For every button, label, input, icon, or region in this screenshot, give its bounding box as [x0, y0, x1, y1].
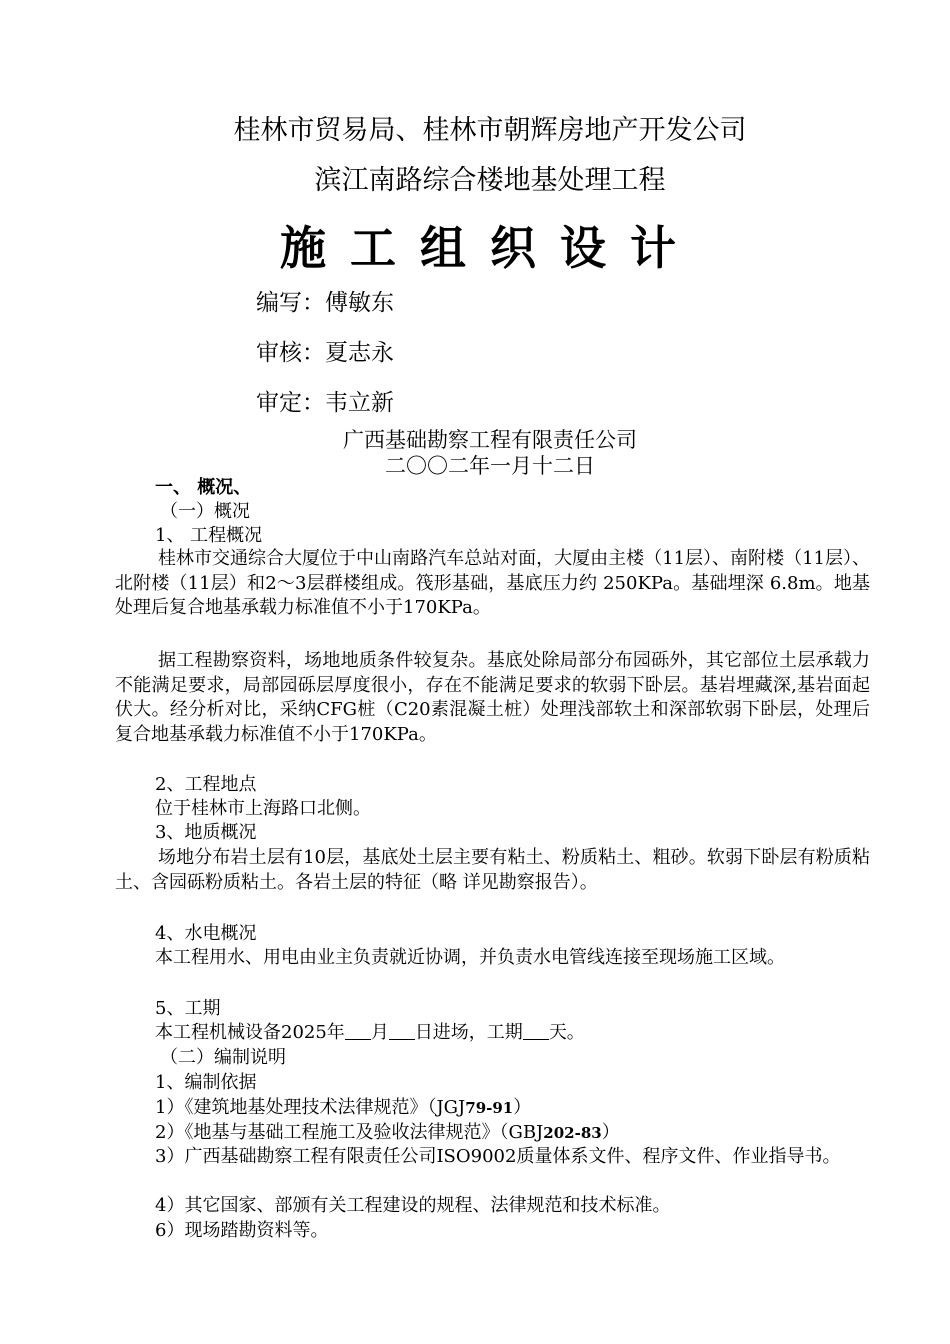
schedule-text: 本工程机械设备2025年 月 日进场，工期 天。: [155, 1022, 585, 1043]
item-location-title: 2、工程地点: [155, 774, 257, 795]
writer-line: 编写：傅敏东: [256, 290, 394, 316]
location-text: 位于桂林市上海路口北侧。: [155, 798, 371, 819]
reviewer-line: 审核：夏志永: [256, 340, 394, 366]
item-geology-title: 3、地质概况: [155, 822, 257, 843]
project-overview-paragraph: 桂林市交通综合大厦位于中山南路汽车总站对面，大厦由主楼（11层）、南附楼（11层）、北附楼（11层）和2～3层群楼组成。筏形基础，基底压力约 250KPa。基础埋深 6.8m。地基处理后复合地基承载力标准值不小于170KPa。: [115, 548, 870, 618]
basis-item-4: 4）其它国家、部颁有关工程建设的规程、法律规范和技术标准。: [155, 1195, 671, 1216]
company-name: 广西基础勘察工程有限责任公司: [343, 428, 637, 452]
blank-duration: [523, 1023, 549, 1040]
project-title: 滨江南路综合楼地基处理工程: [314, 165, 666, 196]
item-project-overview-title: 1、 工程概况: [155, 525, 263, 546]
survey-paragraph: 据工程勘察资料，场地地质条件较复杂。基底处除局部分布园砾外，其它部位土层承载力不能满足要求，局部园砾层厚度很小，存在不能满足要求的软弱下卧层。基岩埋藏深,基岩面起伏大。经分析对比，采纳CFG桩（C20素混凝土桩）处理浅部软土和深部软弱下卧层，处理后复合地基承载力标准值不小于170KPa。: [115, 650, 870, 745]
basis-item-3: 3）广西基础勘察工程有限责任公司ISO9002质量体系文件、程序文件、作业指导书。: [155, 1146, 841, 1167]
item-schedule-title: 5、工期: [155, 998, 221, 1019]
basis-item-1: 1）《建筑地基处理技术法律规范》（JGJ79-91）: [155, 1097, 532, 1118]
geology-paragraph: 场地分布岩土层有10层，基底处土层主要有粘土、粉质粘土、粗砂。软弱下卧层有粉质粘土、含园砾粉质粘土。各岩土层的特征（略 详见勘察报告）。: [115, 847, 870, 893]
utilities-paragraph: 本工程用水、用电由业主负责就近协调，并负责水电管线连接至现场施工区域。: [155, 947, 785, 968]
document-main-title: 施工组织设计: [280, 221, 700, 275]
subsection-overview: （一）概况: [160, 501, 250, 522]
blank-month: [345, 1023, 371, 1040]
basis-item-5: 6）现场踏勘资料等。: [155, 1220, 329, 1241]
blank-day: [389, 1023, 415, 1040]
section-heading-overview: 一、 概况、: [155, 477, 252, 498]
approver-line: 审定：韦立新: [256, 390, 394, 416]
subsection-compilation: （二）编制说明: [160, 1047, 286, 1068]
document-date: 二〇〇二年一月十二日: [385, 454, 595, 478]
item-utilities-title: 4、水电概况: [155, 923, 257, 944]
basis-item-2: 2）《地基与基础工程施工及验收法律规范》（GBJ202-83）: [155, 1122, 620, 1143]
client-title: 桂林市贸易局、桂林市朝辉房地产开发公司: [233, 115, 747, 146]
basis-title: 1、编制依据: [155, 1072, 257, 1093]
